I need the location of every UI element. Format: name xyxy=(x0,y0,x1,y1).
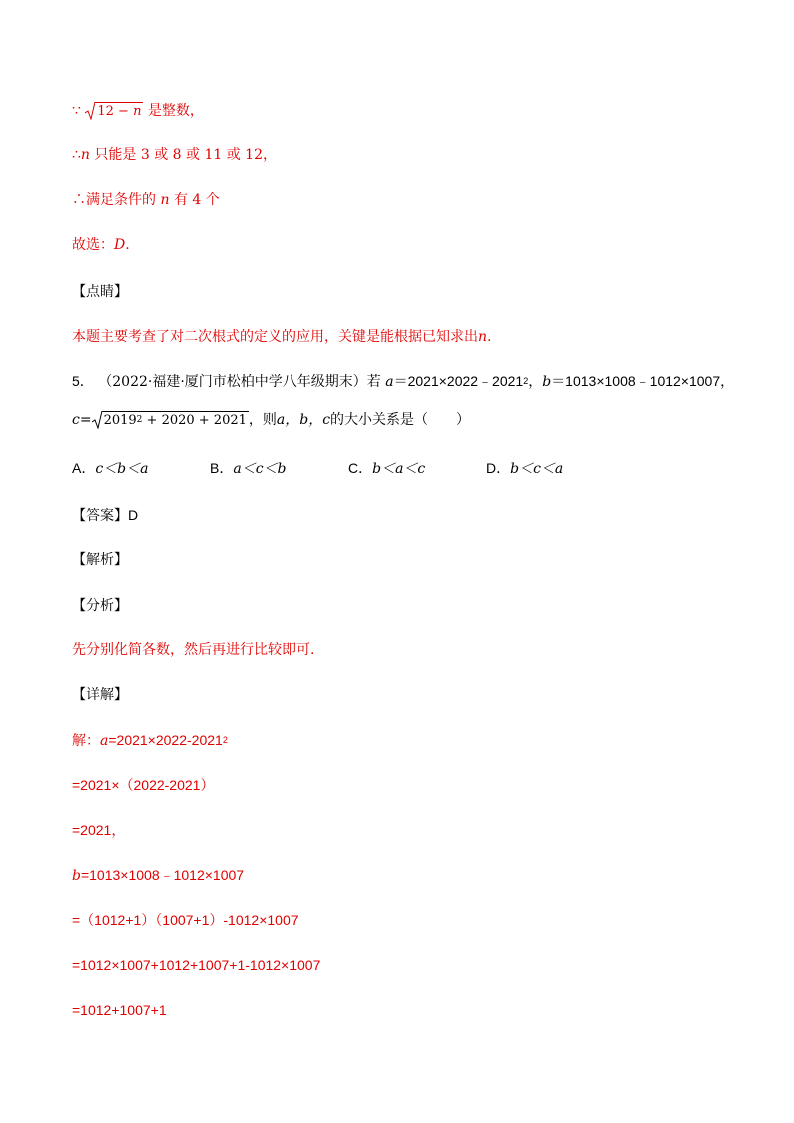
therefore-line-1-text: 只能是 3 或 8 或 11 或 12， xyxy=(94,147,278,163)
c-tail-suffix: 的大小关系是（ ） xyxy=(330,412,471,428)
therefore-line-2-text: 有 4 个 xyxy=(173,192,220,208)
radicand-number: 12 − xyxy=(97,104,134,119)
c-tail-prefix: ，则 xyxy=(248,412,277,428)
xiangjie-heading: 【详解】 xyxy=(72,687,128,703)
because-symbol: ∵ xyxy=(72,103,81,119)
option-b-label: B． xyxy=(210,460,234,476)
answer-line xyxy=(72,505,138,526)
answer-heading: 【答案】 xyxy=(72,508,128,524)
step-7: =1012+1007+1 xyxy=(72,1002,167,1018)
option-b-expression: a＜c＜b xyxy=(233,461,287,477)
dianjing-heading: 【点睛】 xyxy=(72,284,128,300)
therefore-line-1 xyxy=(72,145,277,165)
step-4 xyxy=(72,865,244,886)
radical-sign-icon xyxy=(85,102,95,120)
variable-b: b xyxy=(542,374,552,390)
question-5-c-line xyxy=(72,410,470,430)
select-choice: D xyxy=(114,237,126,253)
question-5-stem xyxy=(72,371,734,392)
variable-n: n xyxy=(160,192,170,208)
option-c-expression: b＜a＜c xyxy=(372,461,426,477)
step-1 xyxy=(72,730,228,751)
since-line xyxy=(72,101,204,121)
sqrt-expression xyxy=(85,102,143,120)
option-a-label: A． xyxy=(72,460,96,476)
step-1-exponent: 2 xyxy=(222,735,228,745)
step-5: =（1012+1）（1007+1）-1012×1007 xyxy=(72,912,299,928)
jiexi-heading: 【解析】 xyxy=(72,552,128,568)
b-expression: ＝1013×1008﹣1012×1007， xyxy=(551,373,735,389)
therefore-line-2-prefix: ∴满足条件的 xyxy=(72,192,156,208)
variable-n: n xyxy=(80,147,90,163)
dianjing-text xyxy=(72,327,491,347)
a-exponent: 2 xyxy=(523,376,529,386)
option-d[interactable] xyxy=(486,458,563,479)
option-c[interactable] xyxy=(348,458,425,479)
since-line-text: 是整数， xyxy=(147,103,204,119)
radicand-variable: n xyxy=(133,104,142,119)
option-c-label: C． xyxy=(348,460,373,476)
answer-options xyxy=(72,458,732,478)
question-source: （2022·福建·厦门市松柏中学八年级期末）若 xyxy=(98,374,381,390)
select-line xyxy=(72,235,130,255)
option-d-expression: b＜c＜a xyxy=(510,461,564,477)
c-radicand-exponent: 2 xyxy=(136,415,143,425)
variable-a: a xyxy=(385,374,394,390)
step-4-expression: =1013×1008﹣1012×1007 xyxy=(80,867,245,883)
step-3: =2021， xyxy=(72,822,126,838)
c-equals: = xyxy=(79,412,92,428)
select-label: 故选： xyxy=(72,237,114,253)
variable-c: c xyxy=(72,412,80,428)
fenxi-text: 先分别化简各数，然后再进行比较即可. xyxy=(72,642,315,658)
answer-value: D xyxy=(128,507,139,523)
therefore-line-2 xyxy=(72,190,220,210)
variable-n: n xyxy=(478,329,488,345)
variable-b: b xyxy=(72,868,81,884)
c-radicand-rest: + 2020 + 2021 xyxy=(142,413,247,428)
step-1-prefix: 解： xyxy=(72,733,100,749)
comma: ， xyxy=(528,374,543,390)
option-a-expression: c＜b＜a xyxy=(95,461,149,477)
c-radicand-base: 2019 xyxy=(103,413,137,428)
c-tail-vars: a，b，c xyxy=(276,412,331,428)
option-d-label: D． xyxy=(486,460,511,476)
option-a[interactable] xyxy=(72,458,149,479)
c-sqrt-expression xyxy=(92,411,249,429)
step-1-expression: =2021×2022-2021 xyxy=(108,732,223,748)
option-b[interactable] xyxy=(210,458,287,479)
dianjing-end: . xyxy=(487,329,492,345)
dianjing-sentence: 本题主要考查了对二次根式的定义的应用，关键是能根据已知求出 xyxy=(72,329,478,345)
radical-sign-icon xyxy=(92,411,102,429)
therefore-symbol: ∴ xyxy=(72,147,81,163)
a-expression: ＝2021×2022﹣2021 xyxy=(393,373,524,389)
question-number: 5． xyxy=(72,373,94,389)
step-2: =2021×（2022-2021） xyxy=(72,777,215,793)
variable-a: a xyxy=(100,733,109,749)
select-end: . xyxy=(125,237,130,253)
step-6: =1012×1007+1012+1007+1-1012×1007 xyxy=(72,957,321,973)
fenxi-heading: 【分析】 xyxy=(72,598,128,614)
